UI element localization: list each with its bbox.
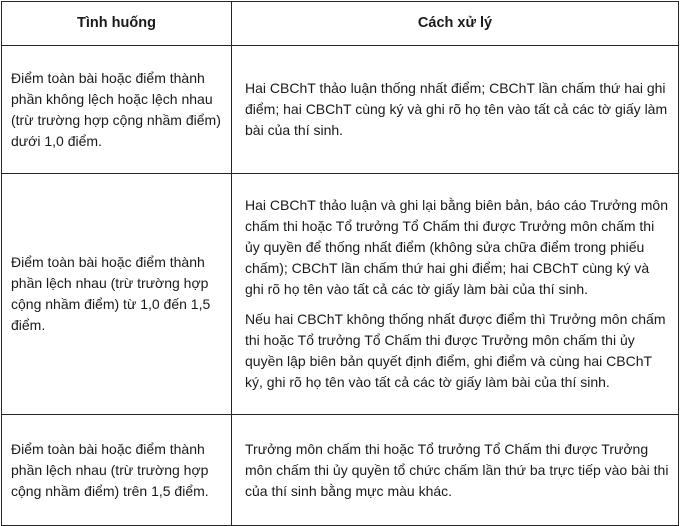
header-situation: Tình huống (2, 2, 232, 46)
handling-cell (232, 174, 679, 415)
header-handling: Cách xử lý (232, 2, 679, 46)
handling-paragraph: Hai CBChT thảo luận thống nhất điểm; CBChT lần chấm thứ hai ghi điểm; hai CBChT cùng ký và ghi rõ họ tên vào tất cả các tờ giấy làm bài của thí sinh. (245, 80, 668, 138)
grading-rules-table (1, 1, 679, 526)
situation-cell: Điểm toàn bài hoặc điểm thành phần không lệch hoặc lệch nhau (trừ trường hợp cộng nhầm điểm) dưới 1,0 điểm. (2, 46, 232, 174)
handling-paragraph: Trưởng môn chấm thi hoặc Tổ trưởng Tổ Chấm thi được Trưởng môn chấm thi ủy quyền tổ chức chấm lần thứ ba trực tiếp vào bài thi của thí sinh bằng mực màu khác. (245, 440, 669, 499)
handling-paragraph: Nếu hai CBChT không thống nhất được điểm thì Trưởng môn chấm thi hoặc Tổ trưởng Tổ Chấm thi được Trưởng môn chấm thi ủy quyền lập biên bản quyết định điểm, ghi điểm và cùng hai CBChT ký, ghi rõ họ tên vào tất cả các tờ giấy làm bài của thí sinh. (245, 311, 666, 390)
table-row (2, 46, 679, 174)
handling-cell (232, 415, 679, 526)
header-row (2, 2, 679, 46)
situation-cell: Điểm toàn bài hoặc điểm thành phần lệch nhau (trừ trường hợp cộng nhầm điểm) từ 1,0 đến 1,5 điểm. (2, 174, 232, 415)
table-row (2, 174, 679, 415)
table-row (2, 415, 679, 526)
handling-paragraph: Hai CBChT thảo luận và ghi lại bằng biên bản, báo cáo Trưởng môn chấm thi hoặc Tổ trưởng Tổ Chấm thi được Trưởng môn chấm thi ủy quyền để thống nhất điểm (không sửa chữa điểm trong phiếu chấm); CBChT lần chấm thứ hai ghi điểm; hai CBChT cùng ký và ghi rõ họ tên vào tất cả các tờ giấy làm bài của thí sinh. (245, 197, 669, 297)
situation-cell: Điểm toàn bài hoặc điểm thành phần lệch nhau (trừ trường hợp cộng nhầm điểm) trên 1,5 điểm. (2, 415, 232, 526)
handling-cell (232, 46, 679, 174)
